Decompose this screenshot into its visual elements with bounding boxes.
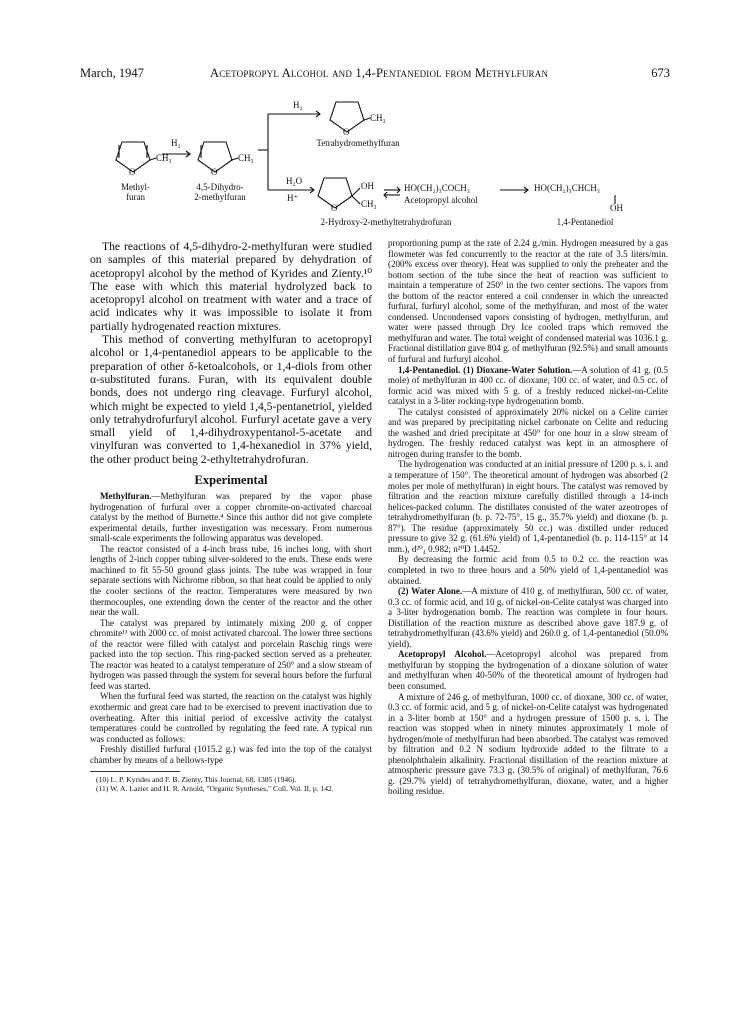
label-dihydro: 4,5-Dihydro- 2-methylfuran — [194, 182, 246, 202]
label-pentanediol: 1,4-Pentanediol — [556, 217, 614, 227]
paragraph-method-applicability: This method of converting methylfuran to acetopropyl alcohol or 1,4-pentanediol appears to be applicable to the preparation of other δ-ketoalcohols, or 1,4-diols from other α-substituted furans. Furan, with its equivalent double bonds, does not undergo ring cleavage. Furfuryl alcohol, which might be expected to yield 1,4,5-pentanetriol, yielded only tetrahydrofurfuryl alcohol. Furfuryl acetate gave a very small yield of 1,4-dihydroxypentanol-5-acetate and vinylfuran was converted to 1,4-hexanediol in 37% yield, the other product being 2-ethyltetrahydrofuran. — [90, 333, 372, 466]
paragraph-feed: When the furfural feed was started, the reaction on the catalyst was highly exothermic and great care had to be exercised to prevent inactivation due to overheating. After this initial period of excessive activity the catalyst temperatures could be controlled by regulating the feed rate. A typical run was conducted as follows: — [90, 691, 372, 744]
left-column — [90, 240, 372, 794]
right-column — [388, 238, 668, 797]
methylfuran-prep-text: —Methylfuran was prepared by the vapor phase hydrogenation of furfural over a copper chromite-on-activated charcoal catalyst by the method of Burnette.⁴ Since this author did not give complete experimental details, further investigation was necessary. From numerous small-scale experiments the following apparatus was developed. — [90, 491, 372, 544]
pentanediol-hydroxyl: OH — [610, 203, 623, 213]
header-date: March, 1947 — [80, 66, 144, 80]
dioxane-water-text: —A solution of 41 g. (0.5 mole) of methylfuran in 400 cc. of dioxane, 100 cc. of water, and 0.5 cc. of formic acid was mixed with 5 g. of a freshly reduced nickel-on-Celite catalyst in a 3-liter rocking-type hydrogenation bomb. — [388, 364, 669, 407]
ring-oxygen-dihydro: O — [211, 167, 218, 177]
paragraph-catalyst: The catalyst was prepared by intimately mixing 200 g. of copper chromite¹¹ with 2000 cc. of moist activated charcoal. The lower three sections of the reactor were filled with catalyst and porcelain Raschig rings were packed into the top section. This ring-packed section served as a preheater. The reactor was heated to a catalyst temperature of 250° and a slow stream of hydrogen was passed through the system for several hours before the furfural feed was started. — [90, 617, 372, 691]
label-methylfuran: Methyl- furan — [121, 182, 150, 202]
running-header — [80, 66, 670, 84]
label-tetrahydromethylfuran: Tetrahydromethylfuran — [316, 138, 400, 148]
paragraph-run-continued: proportioning pump at the rate of 2.24 g./min. Hydrogen measured by a gas flowmeter was fed concurrently to the reactor at the rate of 3.5 liters/min. (200% excess over theory). Heat was supplied to only the preheater and the bottom section of the tube since the heat of reaction was sufficient to maintain a temperature of 250° in the two center sections. The vapors from the bottom of the reactor entered a coil condenser in which the unreacted furfural, furfuryl alcohol, some of the methylfuran, and most of the water condensed. Uncondensed vapors consisting of hydrogen, methylfuran, and water were passed through Dry Ice cooled traps which removed the methylfuran and water. The total weight of condensed material was 1036.1 g. Fractional distillation gave 804 g. of methylfuran (92.5%) and small amounts of furfural and furfuryl alcohol. — [388, 238, 668, 365]
section-heading-experimental: Experimental — [194, 473, 268, 488]
acetopropyl-text: —Acetopropyl alcohol was prepared from methylfuran by stopping the hydrogenation of a dioxane solution of water and methylfuran when 40-50% of the theoretical amount of hydrogen had been consumed. — [388, 649, 668, 691]
ring-oxygen-thmf: O — [343, 127, 350, 137]
reagent-water: H₂O — [286, 176, 303, 186]
reagent-acid: H⁺ — [287, 193, 299, 203]
page-number: 673 — [651, 66, 670, 80]
label-hydroxy-methyl-thf: 2-Hydroxy-2-methyltetrahydrofuran — [320, 217, 452, 227]
methyl-group-methylfuran: CH₃ — [156, 153, 172, 163]
footnote-11: (11) W. A. Lazier and H. R. Arnold, "Organic Syntheses," Coll. Vol. II, p. 142. — [96, 784, 334, 794]
reaction-scheme — [100, 92, 660, 242]
paragraph-hydrogenation: The hydrogenation was conducted at an initial pressure of 1200 p. s. i. and a temperature of 150°. The theoretical amount of hydrogen was absorbed (2 moles per mole of methylfuran) in eight hours. The catalyst was removed by filtration and the reaction mixture carefully distilled through a 14-inch helices-packed column. The distillates consisted of the water azeotropes of tetrahydromethylfuran (b. p. 72-75°, 15 g., 35.7% yield) and dioxane (b. p. 87°). The residue (approximately 50 cc.) was distilled under reduced pressure to give 32 g. (61.6% yield) of 1,4-pentanediol (b. p. 114-115° at 14 mm.), d²⁰₄ 0.982; n²⁰D 1.4452. — [388, 459, 668, 554]
paragraph-reactor: The reactor consisted of a 4-inch brass tube, 16 inches long, with short lengths of 2-inch copper tubing silver-soldered to the ends. These ends were machined to fit 55-50 ground glass joints. The tube was wrapped in four separate sections with Nichrome ribbon, so that heat could be applied to only the cooler sections of the reactor. Temperatures were measured by two thermocouples, one extending down the center of the reactor and the other near the wall. — [90, 543, 372, 618]
formula-ketoalcohol: HO(CH₂)₃COCH₃ — [404, 183, 470, 193]
reagent-h2-second: H₂ — [293, 100, 303, 110]
paragraph-typical-run: Freshly distilled furfural (1015.2 g.) was fed into the top of the catalyst chamber by means of a bellows-type — [90, 744, 372, 765]
formula-pentanediol: HO(CH₂)₃CHCH₃ — [534, 183, 600, 193]
paragraph-dihydro-reactions: The reactions of 4,5-dihydro-2-methylfuran were studied on samples of this material prepared by dehydration of acetopropyl alcohol by the method of Kyrides and Zienty.¹⁰ The ease with which this material hydrolyzed back to acetopropyl alcohol on treatment with water and a trace of acid indicates why it was impossible to isolate it from partially hydrogenated reaction mixtures. — [90, 240, 372, 333]
footnote-rule — [90, 771, 180, 772]
ring-oxygen-methylfuran: O — [129, 167, 136, 177]
runin-methylfuran: Methylfuran. — [100, 491, 152, 502]
paragraph-methylfuran-prep — [90, 491, 372, 544]
runin-pentanediol: 1,4-Pentanediol. (1) Dioxane-Water Solution. — [398, 364, 573, 375]
ring-oxygen-hydroxy: O — [331, 203, 338, 213]
header-title: Acetopropyl Alcohol and 1,4-Pentanediol from Methylfuran — [210, 66, 549, 80]
label-acetopropyl-alcohol: Acetopropyl alcohol — [404, 195, 478, 205]
methyl-group-thmf: CH₃ — [370, 113, 386, 123]
reagent-h2-first: H₂ — [171, 138, 181, 148]
methyl-group-dihydro: CH₃ — [238, 153, 254, 163]
paragraph-acetopropyl-alcohol — [388, 649, 668, 691]
paragraph-water-alone — [388, 586, 668, 649]
runin-acetopropyl: Acetopropyl Alcohol. — [398, 649, 487, 660]
methyl-group-hydroxy: CH₃ — [361, 199, 377, 209]
paragraph-formic-acid: By decreasing the formic acid from 0.5 to 0.2 cc. the reaction was completed in two to three hours and a 50% yield of 1,4-pentanediol was obtained. — [388, 554, 668, 586]
hydroxyl-group: OH — [361, 181, 374, 191]
paragraph-dioxane-water — [388, 365, 668, 407]
runin-water-alone: (2) Water Alone. — [398, 586, 463, 597]
footnote-10: (10) L. P. Kyrides and F. B. Zienty, This Journal, 68, 1385 (1946). — [96, 775, 297, 785]
paragraph-acetopropyl-run: A mixture of 246 g. of methylfuran, 1000 cc. of dioxane, 300 cc. of water, 0.3 cc. of formic acid, and 5 g. of nickel-on-Celite catalyst was hydrogenated in a 3-liter bomb at 150° and a hydrogen pressure of 1500 p. s. i. The reaction was stopped when in ninety minutes approximately 1 mole of hydrogen/mole of methylfuran had been absorbed. The catalyst was removed by filtration and 0.2 N sodium hydroxide added to the filtrate to a phenolphthalein alkalinity. Fractional distillation of the reaction mixture at atmospheric pressure gave 73.3 g. (30.5% of original) of methylfuran, 76.6 g. (29.7% yield) of tetrahydromethylfuran, dioxane, water, and a higher boiling residue. — [388, 691, 668, 797]
water-alone-text: —A mixture of 410 g. of methylfuran, 500 cc. of water, 0.3 cc. of formic acid, and 10 g. of nickel-on-Celite catalyst was charged into a 3-liter hydrogenation bomb. The reaction was complete in four hours. Distillation of the reaction mixture as described above gave 187.9 g. of tetrahydromethylfuran (43.6% yield) and 260.0 g. of 1,4-pentanediol (50.0% yield). — [388, 586, 668, 649]
paragraph-nickel-catalyst: The catalyst consisted of approximately 20% nickel on a Celite carrier and was prepared by precipitating nickel carbonate on Celite and reducing the washed and dried precipitate at 450° for one hour in a slow stream of hydrogen. The freshly reduced catalyst was kept in an atmosphere of nitrogen during transfer to the bomb. — [388, 406, 668, 459]
